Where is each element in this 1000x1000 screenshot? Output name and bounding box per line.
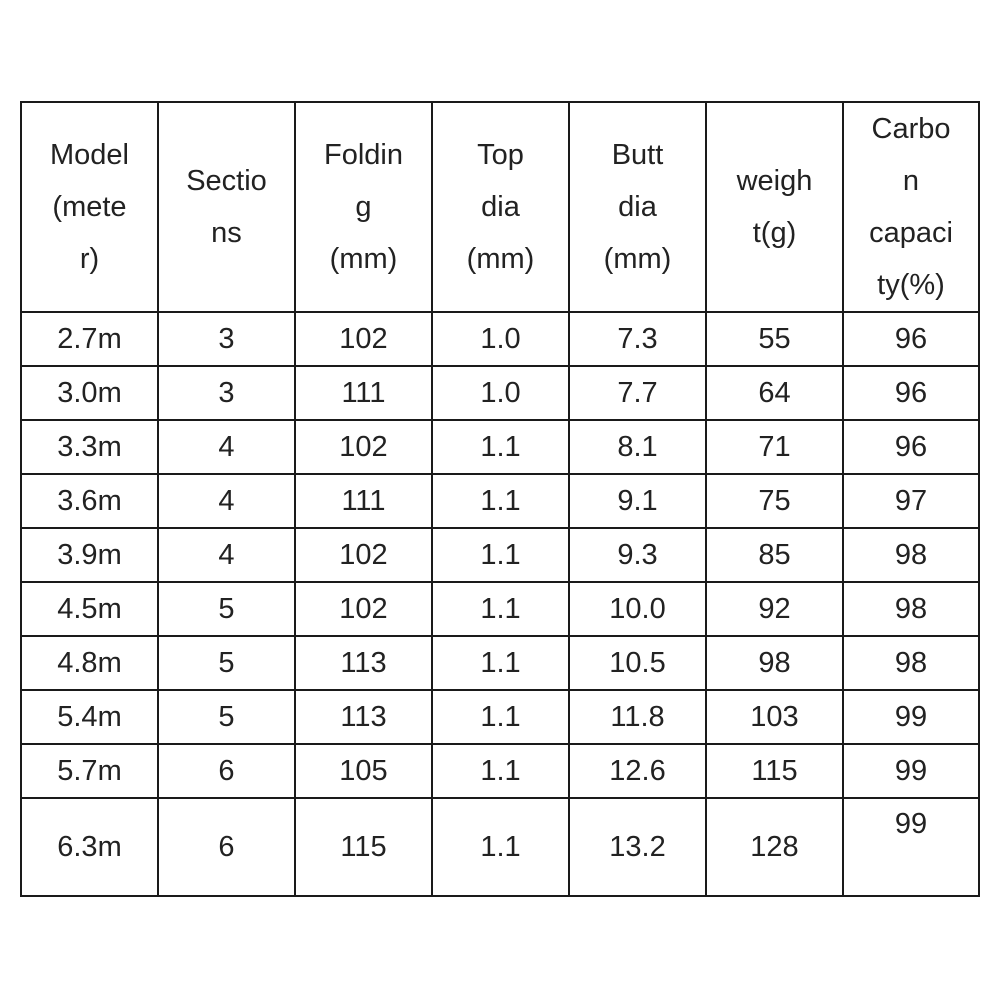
header-butt-dia: Butt dia (mm) [569,102,706,312]
cell-model: 3.9m [21,528,158,582]
cell-carbon-capacity: 96 [843,420,979,474]
cell-weight: 71 [706,420,843,474]
cell-carbon-capacity: 99 [843,798,979,896]
cell-top-dia: 1.1 [432,420,569,474]
cell-folding: 102 [295,582,432,636]
table-header [21,102,979,312]
cell-weight: 92 [706,582,843,636]
cell-butt-dia: 10.5 [569,636,706,690]
header-sections: Sectio ns [158,102,295,312]
cell-carbon-capacity: 99 [843,690,979,744]
header-weight: weigh t(g) [706,102,843,312]
table-row [21,636,979,690]
cell-sections: 5 [158,690,295,744]
cell-top-dia: 1.1 [432,582,569,636]
table-row [21,366,979,420]
cell-carbon-capacity: 98 [843,528,979,582]
cell-folding: 113 [295,690,432,744]
cell-carbon-capacity: 96 [843,366,979,420]
table-row [21,312,979,366]
cell-sections: 4 [158,528,295,582]
cell-butt-dia: 9.1 [569,474,706,528]
cell-carbon-capacity: 98 [843,636,979,690]
cell-butt-dia: 8.1 [569,420,706,474]
cell-weight: 85 [706,528,843,582]
cell-top-dia: 1.1 [432,636,569,690]
cell-butt-dia: 10.0 [569,582,706,636]
cell-weight: 98 [706,636,843,690]
cell-model: 2.7m [21,312,158,366]
cell-top-dia: 1.1 [432,690,569,744]
cell-weight: 64 [706,366,843,420]
cell-weight: 55 [706,312,843,366]
table-row [21,474,979,528]
cell-model: 5.7m [21,744,158,798]
cell-sections: 6 [158,744,295,798]
cell-carbon-capacity: 96 [843,312,979,366]
cell-sections: 3 [158,312,295,366]
cell-weight: 103 [706,690,843,744]
header-carbon-capacity: Carbo n capaci ty(%) [843,102,979,312]
cell-model: 4.8m [21,636,158,690]
header-model: Model (mete r) [21,102,158,312]
cell-sections: 5 [158,582,295,636]
table-row [21,798,979,896]
cell-carbon-capacity: 98 [843,582,979,636]
cell-sections: 4 [158,420,295,474]
cell-weight: 128 [706,798,843,896]
cell-folding: 102 [295,528,432,582]
cell-model: 4.5m [21,582,158,636]
cell-model: 3.0m [21,366,158,420]
cell-top-dia: 1.1 [432,474,569,528]
cell-weight: 115 [706,744,843,798]
table-row [21,582,979,636]
cell-butt-dia: 11.8 [569,690,706,744]
cell-butt-dia: 9.3 [569,528,706,582]
cell-top-dia: 1.1 [432,528,569,582]
cell-folding: 105 [295,744,432,798]
cell-weight: 75 [706,474,843,528]
cell-butt-dia: 7.3 [569,312,706,366]
header-row [21,102,979,312]
cell-top-dia: 1.0 [432,312,569,366]
cell-folding: 113 [295,636,432,690]
cell-butt-dia: 7.7 [569,366,706,420]
cell-folding: 111 [295,474,432,528]
header-top-dia: Top dia (mm) [432,102,569,312]
spec-table [20,101,980,897]
cell-folding: 115 [295,798,432,896]
cell-sections: 3 [158,366,295,420]
cell-carbon-capacity: 97 [843,474,979,528]
cell-folding: 102 [295,420,432,474]
cell-folding: 111 [295,366,432,420]
cell-top-dia: 1.1 [432,798,569,896]
table-row [21,690,979,744]
cell-model: 3.3m [21,420,158,474]
header-folding: Foldin g (mm) [295,102,432,312]
cell-top-dia: 1.1 [432,744,569,798]
cell-sections: 4 [158,474,295,528]
table-body [21,312,979,896]
table-row [21,528,979,582]
cell-butt-dia: 13.2 [569,798,706,896]
cell-carbon-capacity: 99 [843,744,979,798]
cell-model: 6.3m [21,798,158,896]
cell-folding: 102 [295,312,432,366]
cell-model: 5.4m [21,690,158,744]
cell-top-dia: 1.0 [432,366,569,420]
cell-model: 3.6m [21,474,158,528]
table-row [21,420,979,474]
cell-sections: 6 [158,798,295,896]
table-row [21,744,979,798]
cell-sections: 5 [158,636,295,690]
cell-butt-dia: 12.6 [569,744,706,798]
